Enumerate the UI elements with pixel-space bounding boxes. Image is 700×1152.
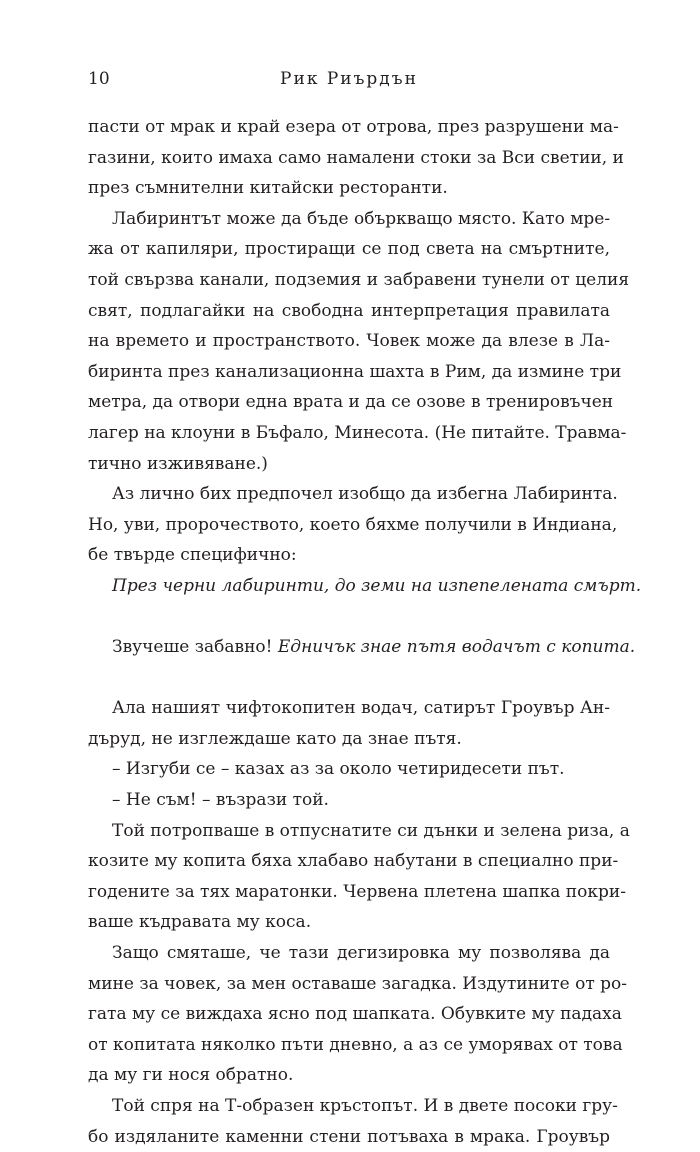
body-text (88, 112, 642, 1152)
text-line: да му ги нося обратно. (88, 1065, 294, 1086)
text-line: дъруд, не изглеждаше като да знае пътя. (88, 728, 462, 749)
dialogue-line: – Изгуби се – казах аз за около четиридесети път. (112, 759, 565, 780)
text-line: биринта през канализационна шахта в Рим, да измине три (88, 361, 622, 382)
text-line: козите му копита бяха хлабаво набутани в специално при- (88, 851, 619, 872)
text-line: мине за човек, за мен оставаше загадка. Издутините от ро- (88, 973, 628, 994)
text-line: газини, които имаха само намалени стоки за Вси светии, и (88, 147, 624, 168)
text-line: Той спря на Т-образен кръстопът. И в двете посоки гру- (112, 1096, 618, 1116)
blank-line (88, 663, 610, 694)
text-line: гата му се виждаха ясно под шапката. Обувките му падаха (88, 1004, 622, 1025)
text-line: жа от капиляри, простиращи се под света на смъртните, (88, 239, 610, 260)
text-line: пасти от мрак и край езера от отрова, през разрушени ма- (88, 117, 619, 137)
page-number: 10 (88, 69, 110, 89)
prophecy-italic-text: Едничък знае пътя водачът с копита. (277, 637, 636, 658)
text-line: през съмнителни китайски ресторанти. (88, 178, 448, 199)
blank-line (88, 602, 610, 633)
text-line: бо издяланите каменни стени потъваха в мрака. Гроувър (88, 1126, 610, 1147)
text-line: Аз лично бих предпочел изобщо да избегна Лабиринта. (112, 484, 618, 505)
text-line: годените за тях маратонки. Червена плетена шапка покри- (88, 881, 626, 902)
text-line: Ала нашият чифтокопитен водач, сатирът Гроувър Ан- (112, 698, 610, 719)
text-line: ваше къдравата му коса. (88, 912, 312, 933)
page-header (88, 68, 610, 92)
text-line: Защо смяташе, че тази дегизировка му позволява да (112, 943, 610, 964)
prophecy-line-1: През черни лабиринти, до земи на изпепелената смърт. (112, 575, 642, 596)
text-line: свят, подлагайки на свободна интерпретация правилата (88, 300, 610, 321)
prophecy-lead-text: Звучеше забавно! (112, 637, 278, 658)
dialogue-line: – Не съм! – възрази той. (112, 790, 329, 811)
text-line: бе твърде специфично: (88, 545, 297, 566)
text-line: Но, уви, пророчеството, което бяхме получили в Индиана, (88, 514, 618, 535)
text-line: той свързва канали, подземия и забравени тунели от целия (88, 269, 630, 290)
text-line: на времето и пространството. Човек може да влезе в Ла- (88, 331, 610, 352)
text-line: Той потропваше в отпуснатите си дънки и зелена риза, а (112, 820, 630, 841)
prophecy-line-2 (88, 632, 636, 663)
text-line: от копитата няколко пъти дневно, а аз се уморявах от това (88, 1034, 623, 1055)
text-line: лагер на клоуни в Бъфало, Минесота. (Не питайте. Травма- (88, 422, 627, 443)
text-line: метра, да отвори една врата и да се озове в тренировъчен (88, 392, 614, 413)
running-head-author: Рик Риърдън (280, 69, 418, 89)
text-line: тично изживяване.) (88, 453, 268, 474)
text-line: Лабиринтът може да бъде объркващо място. Като мре- (112, 208, 611, 229)
